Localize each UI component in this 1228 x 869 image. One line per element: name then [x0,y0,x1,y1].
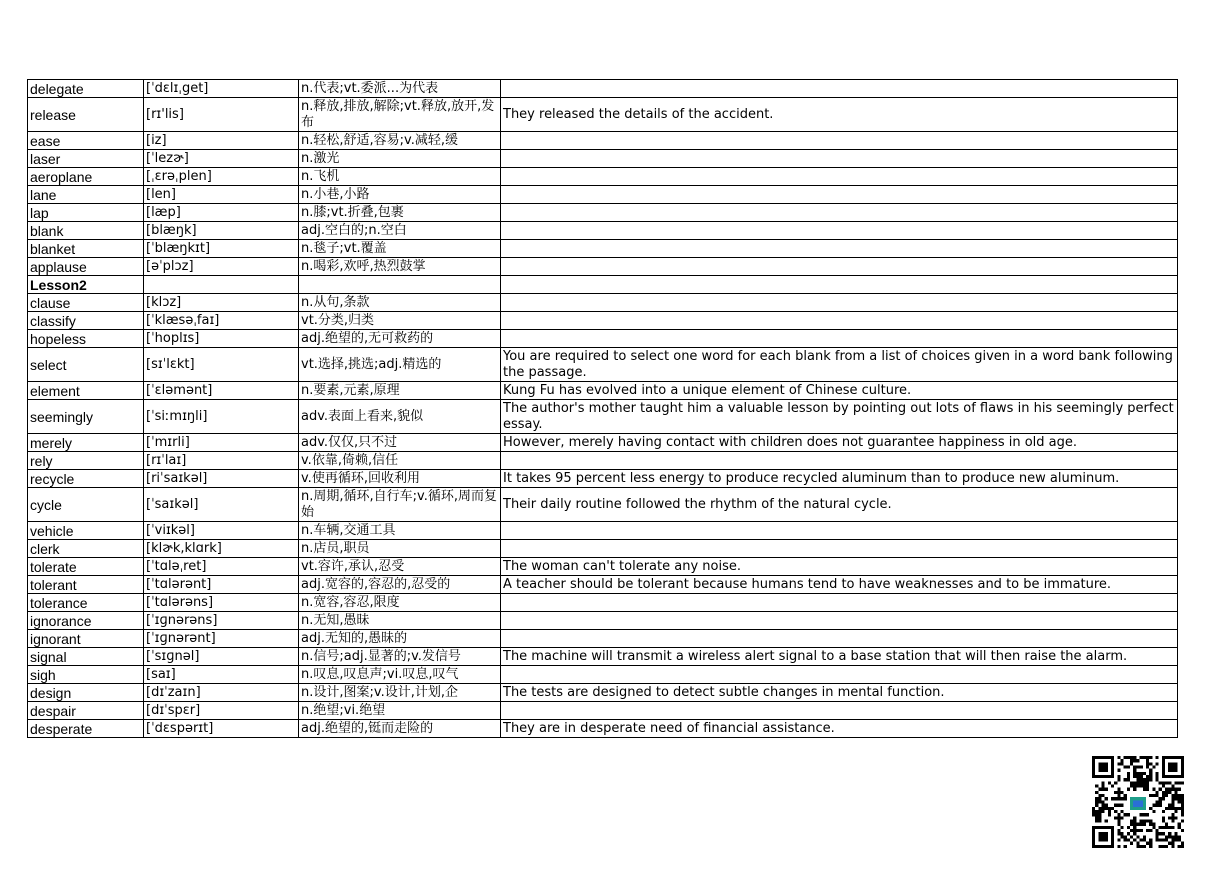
table-row [28,540,1178,558]
table-row [28,648,1178,666]
table-row [28,400,1178,434]
meaning-cell: n.释放,排放,解除;vt.释放,放开,发布 [299,98,501,132]
example-sentence-cell [501,294,1178,312]
word-cell: ignorant [28,630,144,648]
phonetic-cell: [ˈblæŋkɪt] [144,240,299,258]
example-sentence-cell: They released the details of the accident. [501,98,1178,132]
meaning-cell: adj.无知的,愚昧的 [299,630,501,648]
meaning-cell: adj.宽容的,容忍的,忍受的 [299,576,501,594]
example-sentence-cell [501,168,1178,186]
phonetic-cell: [ˈsɪɡnəl] [144,648,299,666]
phonetic-cell: [riˈsaɪkəl] [144,470,299,488]
table-row [28,594,1178,612]
example-sentence-cell [501,258,1178,276]
table-row [28,312,1178,330]
table-row [28,576,1178,594]
word-cell: select [28,348,144,382]
table-row [28,720,1178,738]
table-row [28,80,1178,98]
table-row [28,558,1178,576]
table-row [28,186,1178,204]
word-cell: hopeless [28,330,144,348]
table-row [28,294,1178,312]
meaning-cell: n.无知,愚昧 [299,612,501,630]
table-row [28,330,1178,348]
word-cell: aeroplane [28,168,144,186]
phonetic-cell: [blæŋk] [144,222,299,240]
example-sentence-cell [501,540,1178,558]
example-sentence-cell [501,330,1178,348]
table-row [28,702,1178,720]
example-sentence-cell: A teacher should be tolerant because humans tend to have weaknesses and to be immature. [501,576,1178,594]
example-sentence-cell [501,186,1178,204]
example-sentence-cell [501,312,1178,330]
word-cell: tolerant [28,576,144,594]
meaning-cell: n.绝望;vi.绝望 [299,702,501,720]
phonetic-cell: [iz] [144,132,299,150]
table-row [28,522,1178,540]
word-cell: despair [28,702,144,720]
meaning-cell: n.周期,循环,自行车;v.循环,周而复始 [299,488,501,522]
word-cell: lane [28,186,144,204]
example-sentence-cell: Kung Fu has evolved into a unique element of Chinese culture. [501,382,1178,400]
phonetic-cell: [sɪˈlɛkt] [144,348,299,382]
meaning-cell: n.轻松,舒适,容易;v.减轻,缓 [299,132,501,150]
word-cell: classify [28,312,144,330]
meaning-cell: vt.容许,承认,忍受 [299,558,501,576]
example-sentence-cell: It takes 95 percent less energy to produce recycled aluminum than to produce new aluminum. [501,470,1178,488]
meaning-cell: adj.空白的;n.空白 [299,222,501,240]
example-sentence-cell [501,132,1178,150]
vocabulary-table-body [28,80,1178,738]
meaning-cell: adj.绝望的,铤而走险的 [299,720,501,738]
table-row [28,204,1178,222]
phonetic-cell: [ˈtɑləˌret] [144,558,299,576]
phonetic-cell: [ˈsiːmɪŋli] [144,400,299,434]
lesson-heading: Lesson2 [28,276,144,294]
meaning-cell: n.店员,职员 [299,540,501,558]
word-cell: tolerance [28,594,144,612]
table-row [28,488,1178,522]
phonetic-cell: [rɪ'lis] [144,98,299,132]
meaning-cell [299,276,501,294]
word-cell: laser [28,150,144,168]
example-sentence-cell [501,150,1178,168]
table-row [28,168,1178,186]
example-sentence-cell: Their daily routine followed the rhythm of the natural cycle. [501,488,1178,522]
table-row [28,630,1178,648]
example-sentence-cell [501,240,1178,258]
word-cell: recycle [28,470,144,488]
word-cell: sigh [28,666,144,684]
word-cell: rely [28,452,144,470]
phonetic-cell: [ˈtɑlərəns] [144,594,299,612]
word-cell: release [28,98,144,132]
word-cell: lap [28,204,144,222]
example-sentence-cell: They are in desperate need of financial assistance. [501,720,1178,738]
example-sentence-cell: You are required to select one word for each blank from a list of choices given in a word bank following the passage. [501,348,1178,382]
example-sentence-cell [501,522,1178,540]
word-cell: seemingly [28,400,144,434]
table-row [28,470,1178,488]
meaning-cell: n.从句,条款 [299,294,501,312]
phonetic-cell: [dɪˈzaɪn] [144,684,299,702]
word-cell: clerk [28,540,144,558]
word-cell: ease [28,132,144,150]
word-cell: design [28,684,144,702]
phonetic-cell: [læp] [144,204,299,222]
phonetic-cell: [saɪ] [144,666,299,684]
example-sentence-cell [501,80,1178,98]
phonetic-cell: [klɔz] [144,294,299,312]
table-row [28,132,1178,150]
phonetic-cell: [dɪˈspɛr] [144,702,299,720]
phonetic-cell: [ˈviɪkəl] [144,522,299,540]
meaning-cell: n.代表;vt.委派...为代表 [299,80,501,98]
meaning-cell: n.激光 [299,150,501,168]
table-row [28,434,1178,452]
word-cell: clause [28,294,144,312]
example-sentence-cell [501,630,1178,648]
meaning-cell: adj.绝望的,无可救药的 [299,330,501,348]
phonetic-cell: [ˈlezɚ] [144,150,299,168]
word-cell: cycle [28,488,144,522]
meaning-cell: v.依靠,倚赖,信任 [299,452,501,470]
meaning-cell: n.信号;adj.显著的;v.发信号 [299,648,501,666]
meaning-cell: n.飞机 [299,168,501,186]
phonetic-cell: [ˈhoplɪs] [144,330,299,348]
word-cell: signal [28,648,144,666]
phonetic-cell: [ˈɛləmənt] [144,382,299,400]
meaning-cell: vt.选择,挑选;adj.精选的 [299,348,501,382]
meaning-cell: n.小巷,小路 [299,186,501,204]
table-row [28,240,1178,258]
example-sentence-cell: However, merely having contact with children does not guarantee happiness in old age. [501,434,1178,452]
word-cell: delegate [28,80,144,98]
table-row [28,348,1178,382]
phonetic-cell: [ˈɪɡnərənt] [144,630,299,648]
phonetic-cell: [ˈtɑlərənt] [144,576,299,594]
phonetic-cell: [klɚk,klɑrk] [144,540,299,558]
example-sentence-cell [501,702,1178,720]
word-cell: tolerate [28,558,144,576]
meaning-cell: adv.仅仅,只不过 [299,434,501,452]
example-sentence-cell: The machine will transmit a wireless alert signal to a base station that will then raise the alarm. [501,648,1178,666]
table-row [28,258,1178,276]
table-row [28,452,1178,470]
table-row [28,684,1178,702]
table-row [28,666,1178,684]
example-sentence-cell: The author's mother taught him a valuable lesson by pointing out lots of flaws in his seemingly perfect essay. [501,400,1178,434]
meaning-cell: v.使再循环,回收利用 [299,470,501,488]
phonetic-cell: [ˈdɛlɪˌget] [144,80,299,98]
phonetic-cell [144,276,299,294]
meaning-cell: vt.分类,归类 [299,312,501,330]
example-sentence-cell [501,612,1178,630]
phonetic-cell: [ˈdɛspərɪt] [144,720,299,738]
example-sentence-cell [501,666,1178,684]
phonetic-cell: [əˈplɔz] [144,258,299,276]
phonetic-cell: [ˈɪɡnərəns] [144,612,299,630]
table-row [28,382,1178,400]
phonetic-cell: [rɪˈlaɪ] [144,452,299,470]
table-row [28,98,1178,132]
word-cell: element [28,382,144,400]
example-sentence-cell: The woman can't tolerate any noise. [501,558,1178,576]
table-row [28,276,1178,294]
qr-code-image [1092,756,1184,848]
word-cell: blank [28,222,144,240]
word-cell: desperate [28,720,144,738]
phonetic-cell: [ˈmɪrli] [144,434,299,452]
table-row [28,612,1178,630]
example-sentence-cell [501,204,1178,222]
meaning-cell: n.设计,图案;v.设计,计划,企 [299,684,501,702]
word-cell: vehicle [28,522,144,540]
word-cell: ignorance [28,612,144,630]
example-sentence-cell [501,276,1178,294]
table-row [28,222,1178,240]
meaning-cell: n.喝彩,欢呼,热烈鼓掌 [299,258,501,276]
phonetic-cell: [len] [144,186,299,204]
phonetic-cell: [ˌɛrəˌplen] [144,168,299,186]
phonetic-cell: [ˈklæsəˌfaɪ] [144,312,299,330]
word-cell: merely [28,434,144,452]
meaning-cell: n.车辆,交通工具 [299,522,501,540]
meaning-cell: n.膝;vt.折叠,包裹 [299,204,501,222]
meaning-cell: n.毯子;vt.覆盖 [299,240,501,258]
table-row [28,150,1178,168]
example-sentence-cell [501,222,1178,240]
example-sentence-cell: The tests are designed to detect subtle changes in mental function. [501,684,1178,702]
word-cell: blanket [28,240,144,258]
vocabulary-table [27,79,1178,738]
example-sentence-cell [501,594,1178,612]
example-sentence-cell [501,452,1178,470]
meaning-cell: n.宽容,容忍,限度 [299,594,501,612]
meaning-cell: n.要素,元素,原理 [299,382,501,400]
word-cell: applause [28,258,144,276]
meaning-cell: adv.表面上看来,貌似 [299,400,501,434]
phonetic-cell: [ˈsaɪkəl] [144,488,299,522]
meaning-cell: n.叹息,叹息声;vi.叹息,叹气 [299,666,501,684]
